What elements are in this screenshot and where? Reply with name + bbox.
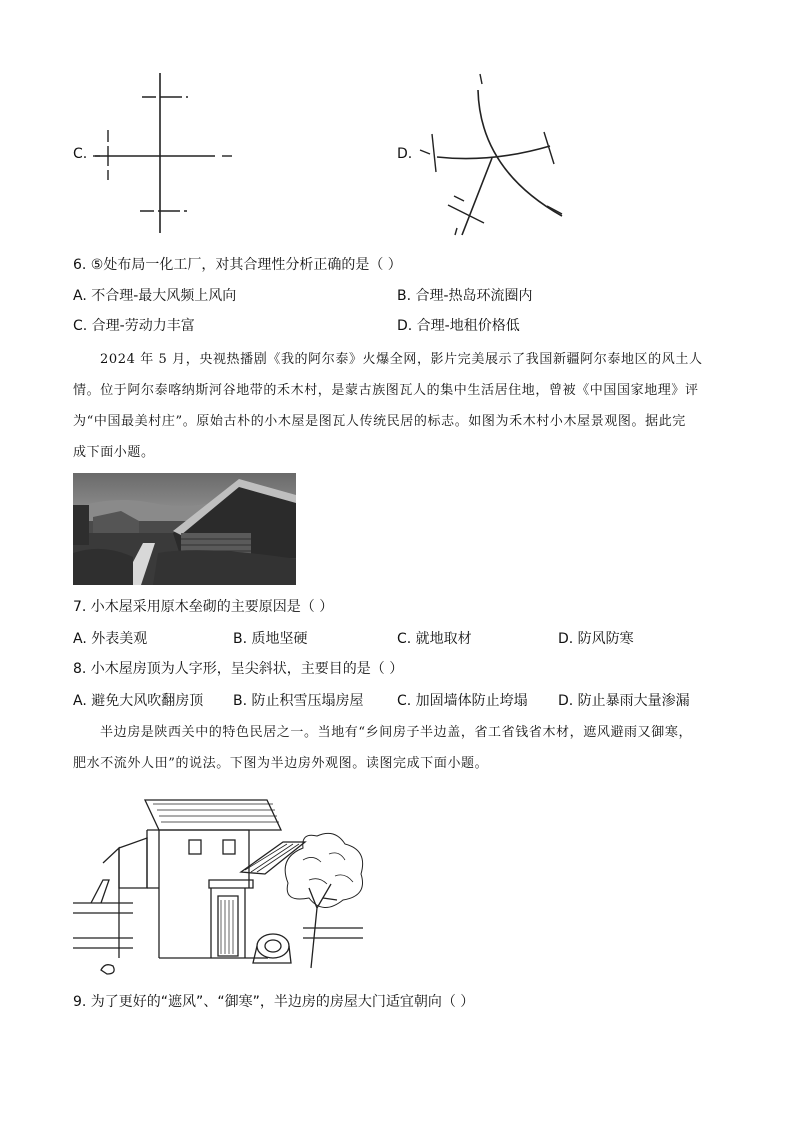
question-6-option-c: C. 合理-劳动力丰富 <box>73 318 195 334</box>
question-6-option-b: B. 合理-热岛环流圈内 <box>397 288 533 304</box>
question-9-stem: 9. 为了更好的“遮风”、“御寒”，半边房的房屋大门适宜朝向（ ） <box>73 994 475 1010</box>
passage-half-house <box>73 717 723 779</box>
passage-1-line-2: 情。位于阿尔泰喀纳斯河谷地带的禾木村，是蒙古族图瓦人的集中生活居住地，曾被《中国国家地理》评 <box>73 383 699 398</box>
question-7-option-c: C. 就地取材 <box>397 631 472 647</box>
passage-hemu-village <box>73 344 723 468</box>
option-c-diagram <box>90 68 240 238</box>
question-7-option-a: A. 外表美观 <box>73 631 148 647</box>
question-8-option-b: B. 防止积雪压塌房屋 <box>233 693 364 709</box>
passage-2-line-1: 半边房是陕西关中的特色民居之一。当地有“乡间房子半边盖，省工省钱省木材，遮风避雨又御寒， <box>100 725 693 740</box>
question-8-option-d: D. 防止暴雨大量渗漏 <box>558 693 690 709</box>
option-d-label: D. <box>397 146 413 162</box>
question-7-option-d: D. 防风防寒 <box>558 631 634 647</box>
passage-2-line-2: 肥水不流外人田”的说法。下图为半边房外观图。读图完成下面小题。 <box>73 756 489 771</box>
question-7-option-b: B. 质地坚硬 <box>233 631 308 647</box>
question-8-option-a: A. 避免大风吹翻房顶 <box>73 693 204 709</box>
question-8-option-c: C. 加固墙体防止垮塌 <box>397 693 528 709</box>
question-6-option-a: A. 不合理-最大风频上风向 <box>73 288 237 304</box>
question-8-stem: 8. 小木屋房顶为人字形，呈尖斜状，主要目的是（ ） <box>73 661 404 677</box>
half-house-sketch <box>73 788 368 978</box>
passage-1-line-1: 2024 年 5 月，央视热播剧《我的阿尔泰》火爆全网，影片完美展示了我国新疆阿尔泰地区的风土人 <box>100 352 703 367</box>
option-d-diagram <box>412 70 572 240</box>
passage-1-line-3: 为“中国最美村庄”。原始古朴的小木屋是图瓦人传统民居的标志。如图为禾木村小木屋景观图。据此完 <box>73 414 686 429</box>
passage-1-line-4: 成下面小题。 <box>73 445 155 460</box>
question-6-stem: 6. ⑤处布局一化工厂，对其合理性分析正确的是（ ） <box>73 257 402 273</box>
question-7-stem: 7. 小木屋采用原木垒砌的主要原因是（ ） <box>73 599 334 615</box>
question-6-option-d: D. 合理-地租价格低 <box>397 318 520 334</box>
option-c-label: C. <box>73 146 88 162</box>
log-cabin-photo <box>73 473 296 585</box>
